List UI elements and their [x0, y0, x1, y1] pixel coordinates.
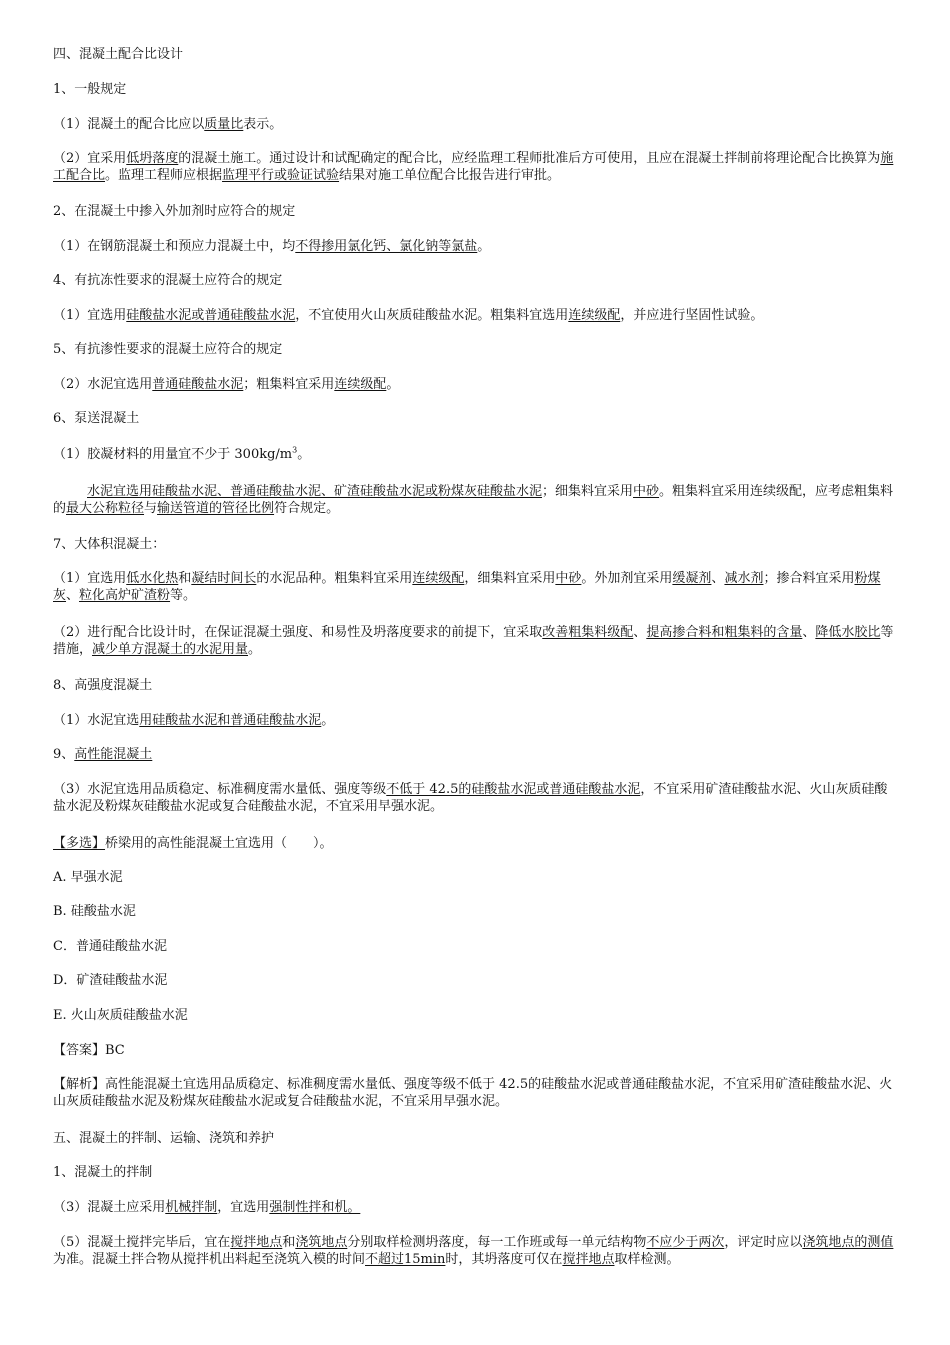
paragraph: （1）宜选用硅酸盐水泥或普通硅酸盐水泥，不宜使用火山灰质硅酸盐水泥。粗集料宜选用连续级配，并应进行坚固性试验。 [53, 308, 764, 323]
paragraph: （1）混凝土的配合比应以质量比表示。 [53, 117, 283, 132]
answer: 【答案】BC [53, 1043, 125, 1058]
option-c: C．普通硅酸盐水泥 [53, 939, 167, 954]
section-heading-5: 五、混凝土的拌制、运输、浇筑和养护 [53, 1131, 275, 1146]
section-heading-4: 四、混凝土配合比设计 [53, 47, 184, 62]
subsection-title: 2、在混凝土中掺入外加剂时应符合的规定 [53, 204, 296, 219]
subsection-title: 7、大体积混凝土： [53, 537, 166, 552]
paragraph: （2）水泥宜选用普通硅酸盐水泥；粗集料宜采用连续级配。 [53, 377, 400, 392]
subsection-title: 1、混凝土的拌制 [53, 1165, 153, 1180]
subsection-title: 5、有抗渗性要求的混凝土应符合的规定 [53, 342, 283, 357]
explanation: 【解析】高性能混凝土宜选用品质稳定、标准稠度需水量低、强度等级不低于 42.5的硅酸盐水泥或普通硅酸盐水泥，不宜采用矿渣硅酸盐水泥、火山灰质硅酸盐水泥及粉煤灰硅酸盐水泥或复合硅酸盐水泥，不宜采用早强水泥。 [53, 1077, 893, 1109]
paragraph: （3）水泥宜选用品质稳定、标准稠度需水量低、强度等级不低于 42.5的硅酸盐水泥或普通硅酸盐水泥，不宜采用矿渣硅酸盐水泥、火山灰质硅酸盐水泥及粉煤灰硅酸盐水泥或复合硅酸盐水泥，不宜采用早强水泥。 [53, 782, 888, 814]
subsection-title: 6、泵送混凝土 [53, 411, 140, 426]
paragraph: （2）进行配合比设计时，在保证混凝土强度、和易性及坍落度要求的前提下，宜采取改善粗集料级配、提高掺合料和粗集料的含量、降低水胶比等措施，减少单方混凝土的水泥用量。 [53, 625, 894, 657]
subsection-title: 9、高性能混凝土 [53, 747, 153, 762]
paragraph: （1）宜选用低水化热和凝结时间长的水泥品种。粗集料宜采用连续级配，细集料宜采用中砂。外加剂宜采用缓凝剂、减水剂；掺合料宜采用粉煤灰、粒化高炉矿渣粉等。 [53, 571, 881, 603]
subsection-title: 1、一般规定 [53, 82, 127, 97]
paragraph: （1）胶凝材料的用量宜不少于 $300kg/m^3$。 [53, 445, 311, 462]
subsection-title: 8、高强度混凝土 [53, 678, 153, 693]
option-d: D．矿渣硅酸盐水泥 [53, 973, 168, 988]
paragraph: （3）混凝土应采用机械拌制，宜选用强制性拌和机。 [53, 1200, 361, 1215]
paragraph: （5）混凝土搅拌完毕后，宜在搅拌地点和浇筑地点分别取样检测坍落度，每一工作班或每一单元结构物不应少于两次，评定时应以浇筑地点的测值为准。混凝土拌合物从搅拌机出料起至浇筑入模的时间不超过15min时，其坍落度可仅在搅拌地点取样检测。 [53, 1235, 894, 1267]
paragraph: （2）宜采用低坍落度的混凝土施工。通过设计和试配确定的配合比，应经监理工程师批准后方可使用，且应在混凝土拌制前将理论配合比换算为施工配合比。监理工程师应根据监理平行或验证试验结果对施工单位配合比报告进行审批。 [53, 151, 894, 183]
option-e: E. 火山灰质硅酸盐水泥 [53, 1008, 188, 1023]
paragraph: （1）水泥宜选用硅酸盐水泥和普通硅酸盐水泥。 [53, 713, 335, 728]
question: 【多选】桥梁用的高性能混凝土宜选用（ ）。 [53, 836, 333, 851]
option-b: B. 硅酸盐水泥 [53, 904, 136, 919]
option-a: A. 早强水泥 [53, 870, 123, 885]
paragraph: （1）在钢筋混凝土和预应力混凝土中，均不得掺用氯化钙、氯化钠等氯盐。 [53, 239, 491, 254]
subsection-title: 4、有抗冻性要求的混凝土应符合的规定 [53, 273, 283, 288]
paragraph: 水泥宜选用硅酸盐水泥、普通硅酸盐水泥、矿渣硅酸盐水泥或粉煤灰硅酸盐水泥；细集料宜采用中砂。粗集料宜采用连续级配，应考虑粗集料的最大公称粒径与输送管道的管径比例符合规定。 [53, 484, 894, 516]
